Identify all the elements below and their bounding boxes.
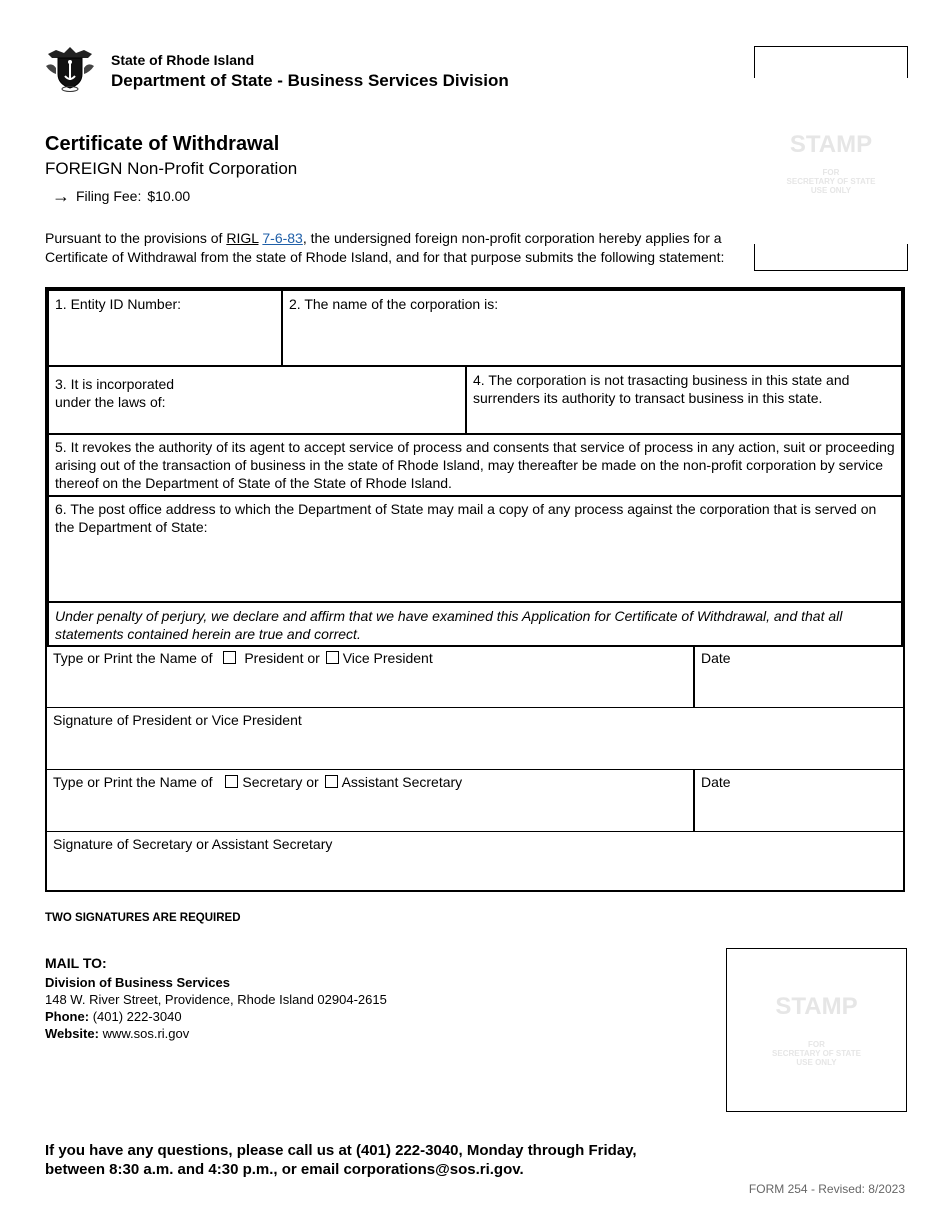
print-name-label-2: Type or Print the Name of [53, 774, 213, 790]
questions-line-2: between 8:30 a.m. and 4:30 p.m., or email corporations@sos.ri.gov. [45, 1161, 524, 1178]
president-signature-label: Signature of President or Vice President [53, 712, 302, 728]
incorporated-laws-field[interactable] [47, 365, 467, 435]
filing-fee-label: Filing Fee: [76, 188, 142, 204]
incorporated-label-2: under the laws of: [55, 394, 166, 410]
filing-fee [52, 188, 190, 204]
mail-to-heading: MAIL TO: [45, 955, 107, 971]
header-state: State of Rhode Island [111, 52, 255, 68]
corporation-name-field[interactable] [281, 289, 903, 367]
page-title: Certificate of Withdrawal [45, 133, 280, 155]
president-date-field[interactable] [693, 645, 903, 708]
rigl-label: RIGL [226, 230, 259, 246]
two-signatures-notice: TWO SIGNATURES ARE REQUIRED [45, 912, 241, 924]
secretary-date-field[interactable] [693, 769, 903, 832]
rigl-link[interactable]: 7-6-83 [262, 230, 303, 246]
stamp-note-2: SECRETARY OF STATE [786, 177, 876, 186]
phone-value: (401) 222-3040 [92, 1009, 182, 1024]
mail-phone [45, 1008, 387, 1025]
statement-4 [465, 365, 903, 435]
date-label-2: Date [701, 774, 731, 790]
questions-notice [45, 1141, 637, 1179]
mail-address-block [45, 974, 387, 1042]
entity-id-field[interactable] [47, 289, 283, 367]
stamp-box-top [754, 46, 908, 271]
phone-label: Phone: [45, 1009, 90, 1024]
secretary-name-field[interactable] [47, 769, 695, 832]
stamp-label: STAMP [789, 131, 873, 158]
president-label: President or [244, 650, 320, 666]
secretary-signature-label: Signature of Secretary or Assistant Secretary [53, 836, 333, 852]
stamp-note-bottom-3: USE ONLY [796, 1058, 837, 1067]
mail-address: 148 W. River Street, Providence, Rhode Island 02904-2615 [45, 992, 387, 1007]
header-department: Department of State - Business Services Division [111, 71, 509, 90]
secretary-label: Secretary or [242, 774, 319, 790]
penalty-text: Under penalty of perjury, we declare and affirm that we have examined this Application for Certificate of Withdrawal, and that all statements contained herein are true and correct. [55, 608, 843, 642]
president-signature-field[interactable] [47, 707, 903, 770]
incorporated-label-1: 3. It is incorporated [55, 376, 175, 392]
intro-suffix: , the undersigned foreign non-profit corporation hereby applies for a Certificate of Withdrawal from the state of Rhode Island, and for that purpose submits the following statement: [45, 230, 725, 265]
website-label: Website: [45, 1026, 99, 1041]
statement-5-text: 5. It revokes the authority of its agent to accept service of process and consents that service of process in any action, suit or proceeding arising out of the transaction of business in the state of Rhode Island, may thereafter be made on the non-profit corporation by service thereof on the Department of State of the State of Rhode Island. [55, 439, 895, 491]
date-label: Date [701, 650, 731, 666]
vice-president-label: Vice President [342, 650, 433, 666]
intro-prefix: Pursuant to the provisions of [45, 230, 227, 246]
secretary-checkbox[interactable] [225, 775, 238, 788]
corporation-name-label: 2. The name of the corporation is: [289, 296, 499, 312]
arrow-right-icon: → [52, 186, 70, 206]
stamp-note-bottom-1: FOR [808, 1040, 825, 1049]
stamp-label-bottom: STAMP [775, 993, 858, 1020]
assistant-secretary-checkbox[interactable] [325, 775, 338, 788]
mail-division: Division of Business Services [45, 975, 230, 990]
penalty-statement [47, 601, 903, 647]
president-checkbox[interactable] [223, 651, 236, 664]
form-number: FORM 254 - Revised: 8/2023 [748, 1182, 905, 1196]
post-office-address-field[interactable] [47, 495, 903, 603]
form-table [45, 287, 905, 892]
statement-5 [47, 433, 903, 497]
intro-paragraph [45, 229, 735, 267]
vice-president-checkbox[interactable] [326, 651, 339, 664]
state-seal-icon [44, 44, 96, 92]
assistant-secretary-label: Assistant Secretary [341, 774, 463, 790]
president-name-field[interactable] [47, 645, 695, 708]
stamp-note-1: FOR [822, 168, 840, 177]
filing-fee-amount: $10.00 [147, 188, 191, 204]
stamp-box-bottom [726, 948, 907, 1112]
statement-6-text: 6. The post office address to which the Department of State may mail a copy of any process against the corporation that is served on the Department of State: [55, 501, 877, 535]
statement-4-text: 4. The corporation is not trasacting business in this state and surrenders its authority to transact business in this state. [473, 372, 850, 406]
entity-id-label: 1. Entity ID Number: [55, 296, 182, 312]
print-name-label: Type or Print the Name of [53, 650, 213, 666]
questions-line-1: If you have any questions, please call us at (401) 222-3040, Monday through Friday, [45, 1142, 637, 1159]
page-subtitle: FOREIGN Non-Profit Corporation [45, 159, 298, 178]
stamp-note-bottom-2: SECRETARY OF STATE [772, 1049, 861, 1058]
mail-website [45, 1025, 387, 1042]
secretary-signature-field[interactable] [47, 831, 903, 890]
stamp-note-3: USE ONLY [810, 186, 852, 195]
website-value[interactable]: www.sos.ri.gov [102, 1026, 190, 1041]
